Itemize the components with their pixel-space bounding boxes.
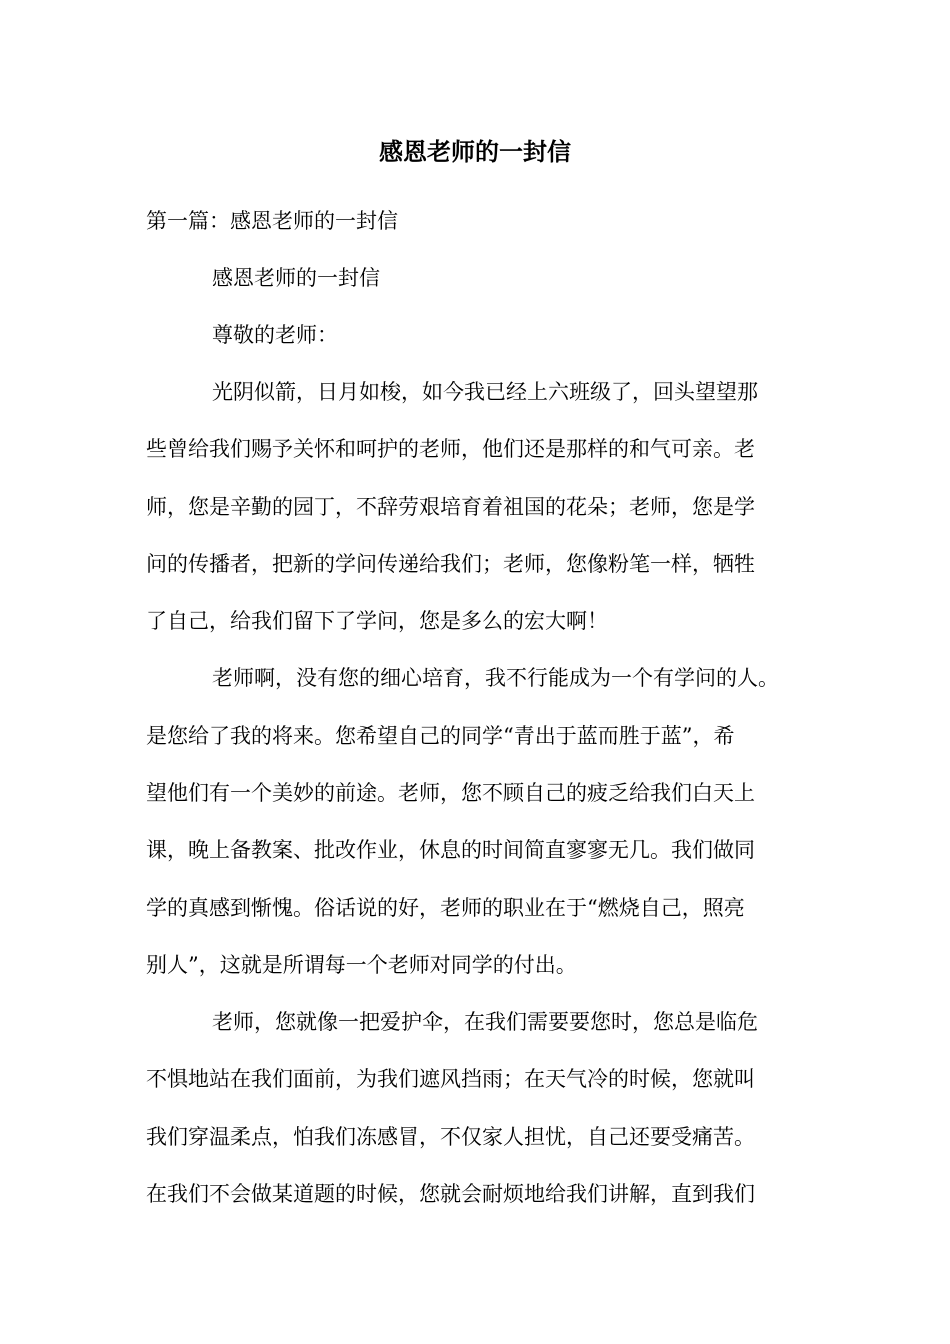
paragraph-2-line-6: 别人”，这就是所谓每一个老师对同学的付出。 xyxy=(146,953,577,977)
section-heading: 第一篇：感恩老师的一封信 xyxy=(146,209,398,233)
paragraph-1-line-4: 问的传播者，把新的学问传递给我们；老师，您像粉笔一样，牺牲 xyxy=(146,552,755,576)
paragraph-1-line-3: 师，您是辛勤的园丁，不辞劳艰培育着祖国的花朵；老师，您是学 xyxy=(146,495,755,519)
letter-title: 感恩老师的一封信 xyxy=(212,266,380,290)
paragraph-1-line-2: 些曾给我们赐予关怀和呵护的老师，他们还是那样的和气可亲。老 xyxy=(146,437,755,461)
paragraph-2-line-2: 是您给了我的将来。您希望自己的同学“青出于蓝而胜于蓝”，希 xyxy=(146,724,735,748)
document-title: 感恩老师的一封信 xyxy=(379,138,571,166)
paragraph-3-line-4: 在我们不会做某道题的时候，您就会耐烦地给我们讲解，直到我们 xyxy=(146,1182,755,1206)
paragraph-2-line-4: 课，晚上备教案、批改作业，休息的时间简直寥寥无几。我们做同 xyxy=(146,838,755,862)
paragraph-1-line-5: 了自己，给我们留下了学问，您是多么的宏大啊！ xyxy=(146,609,608,633)
paragraph-2-line-1: 老师啊，没有您的细心培育，我不行能成为一个有学问的人。 xyxy=(212,666,779,690)
paragraph-1-line-1: 光阴似箭，日月如梭，如今我已经上六班级了，回头望望那 xyxy=(212,380,758,404)
paragraph-2-line-3: 望他们有一个美妙的前途。老师，您不顾自己的疲乏给我们白天上 xyxy=(146,781,755,805)
paragraph-3-line-1: 老师，您就像一把爱护伞，在我们需要要您时，您总是临危 xyxy=(212,1010,758,1034)
paragraph-3-line-3: 我们穿温柔点，怕我们冻感冒，不仅家人担忧，自己还要受痛苦。 xyxy=(146,1125,755,1149)
salutation: 尊敬的老师： xyxy=(212,323,338,347)
paragraph-3-line-2: 不惧地站在我们面前，为我们遮风挡雨；在天气冷的时候，您就叫 xyxy=(146,1067,755,1091)
paragraph-2-line-5: 学的真感到惭愧。俗话说的好，老师的职业在于“燃烧自己，照亮 xyxy=(146,896,745,920)
